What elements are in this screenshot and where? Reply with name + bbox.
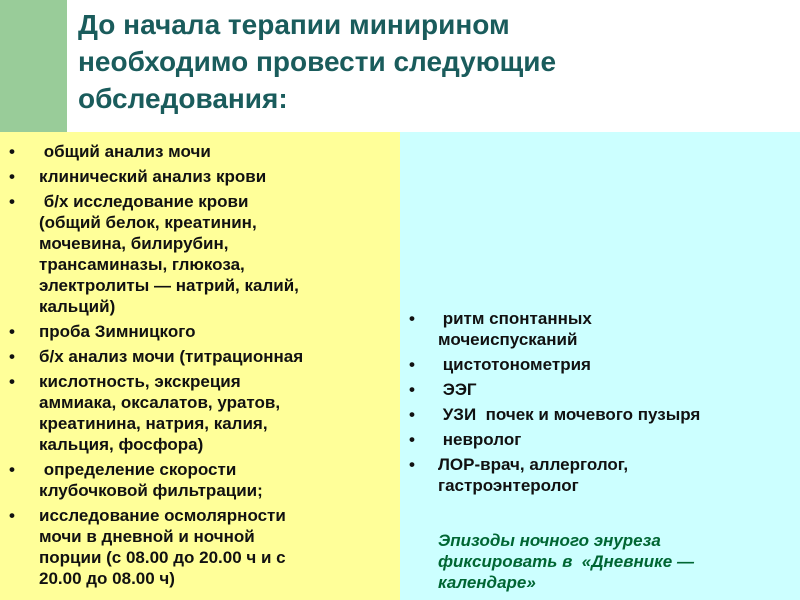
bullet-icon: • bbox=[9, 460, 15, 479]
list-item-line: проба Зимницкого bbox=[39, 322, 196, 341]
list-item-line: б/х анализ мочи (титрационная bbox=[39, 347, 304, 366]
list-item-line: цистотонометрия bbox=[438, 355, 591, 374]
list-item-text bbox=[438, 354, 800, 375]
bullet-icon: • bbox=[409, 405, 415, 424]
list-item-text bbox=[438, 379, 800, 400]
list-item-line: креатинина, натрия, калия, bbox=[39, 414, 268, 433]
bullet-icon: • bbox=[9, 347, 15, 366]
list-item-line: ЛОР-врач, аллерголог, bbox=[438, 455, 629, 474]
note-line: фиксировать в «Дневнике — bbox=[438, 552, 694, 571]
list-item-text bbox=[39, 166, 400, 187]
bullet-icon: • bbox=[409, 455, 415, 474]
list-item-line: трансаминазы, глюкоза, bbox=[39, 255, 245, 274]
list-item-line: аммиака, оксалатов, уратов, bbox=[39, 393, 281, 412]
list-item bbox=[400, 404, 800, 425]
list-item bbox=[0, 371, 400, 455]
list-item-line: мочеиспусканий bbox=[438, 330, 578, 349]
bullet-icon: • bbox=[409, 430, 415, 449]
title-line: обследования: bbox=[78, 83, 288, 114]
list-item-line: клубочковой фильтрации; bbox=[39, 481, 263, 500]
list-item-text bbox=[39, 371, 400, 455]
list-item-text bbox=[39, 459, 400, 501]
list-item bbox=[400, 379, 800, 400]
list-item-line: определение скорости bbox=[39, 460, 237, 479]
title-line: необходимо провести следующие bbox=[78, 46, 557, 77]
left-column bbox=[0, 132, 400, 600]
list-item-line: клинический анализ крови bbox=[39, 167, 267, 186]
list-item-line: невролог bbox=[438, 430, 522, 449]
list-item-line: 20.00 до 08.00 ч) bbox=[39, 569, 175, 588]
right-exam-list bbox=[400, 132, 800, 496]
list-item bbox=[0, 141, 400, 162]
list-item bbox=[0, 166, 400, 187]
bullet-icon: • bbox=[9, 142, 15, 161]
list-item-text bbox=[39, 141, 400, 162]
list-item bbox=[0, 346, 400, 367]
title-line: До начала терапии минирином bbox=[78, 9, 510, 40]
list-item-text bbox=[438, 308, 800, 350]
list-item-line: мочевина, билирубин, bbox=[39, 234, 229, 253]
list-item bbox=[400, 354, 800, 375]
list-item bbox=[400, 454, 800, 496]
list-item-line: б/х исследование крови bbox=[39, 192, 249, 211]
list-item-line: мочи в дневной и ночной bbox=[39, 527, 255, 546]
list-item-line: общий анализ мочи bbox=[39, 142, 211, 161]
left-exam-list bbox=[0, 132, 400, 589]
bullet-icon: • bbox=[9, 372, 15, 391]
list-item bbox=[400, 429, 800, 450]
list-item bbox=[0, 459, 400, 501]
bullet-icon: • bbox=[409, 355, 415, 374]
bullet-icon: • bbox=[9, 506, 15, 525]
list-item-text bbox=[39, 505, 400, 589]
list-item-line: гастроэнтеролог bbox=[438, 476, 579, 495]
accent-block bbox=[0, 0, 67, 132]
list-item-line: электролиты — натрий, калий, bbox=[39, 276, 299, 295]
list-item-line: кислотность, экскреция bbox=[39, 372, 241, 391]
list-item-text bbox=[438, 429, 800, 450]
diary-note bbox=[438, 530, 788, 593]
note-line: календаре» bbox=[438, 573, 536, 592]
list-item-line: (общий белок, креатинин, bbox=[39, 213, 257, 232]
bullet-icon: • bbox=[409, 309, 415, 328]
bullet-icon: • bbox=[409, 380, 415, 399]
list-item-line: ритм спонтанных bbox=[438, 309, 592, 328]
note-line: Эпизоды ночного энуреза bbox=[438, 531, 661, 550]
list-item-text bbox=[438, 404, 800, 425]
list-item bbox=[400, 308, 800, 350]
list-item-line: порции (с 08.00 до 20.00 ч и с bbox=[39, 548, 286, 567]
bullet-icon: • bbox=[9, 192, 15, 211]
list-item-text bbox=[438, 454, 800, 496]
list-item bbox=[0, 505, 400, 589]
list-item-line: ЭЭГ bbox=[438, 380, 477, 399]
list-item bbox=[0, 191, 400, 317]
list-item-line: кальция, фосфора) bbox=[39, 435, 204, 454]
list-item-text bbox=[39, 321, 400, 342]
list-item-line: исследование осмолярности bbox=[39, 506, 286, 525]
list-item-text bbox=[39, 346, 400, 367]
list-item-line: кальций) bbox=[39, 297, 116, 316]
bullet-icon: • bbox=[9, 167, 15, 186]
list-item-line: УЗИ почек и мочевого пузыря bbox=[438, 405, 701, 424]
list-item-text bbox=[39, 191, 400, 317]
slide-title bbox=[78, 6, 778, 117]
bullet-icon: • bbox=[9, 322, 15, 341]
list-item bbox=[0, 321, 400, 342]
